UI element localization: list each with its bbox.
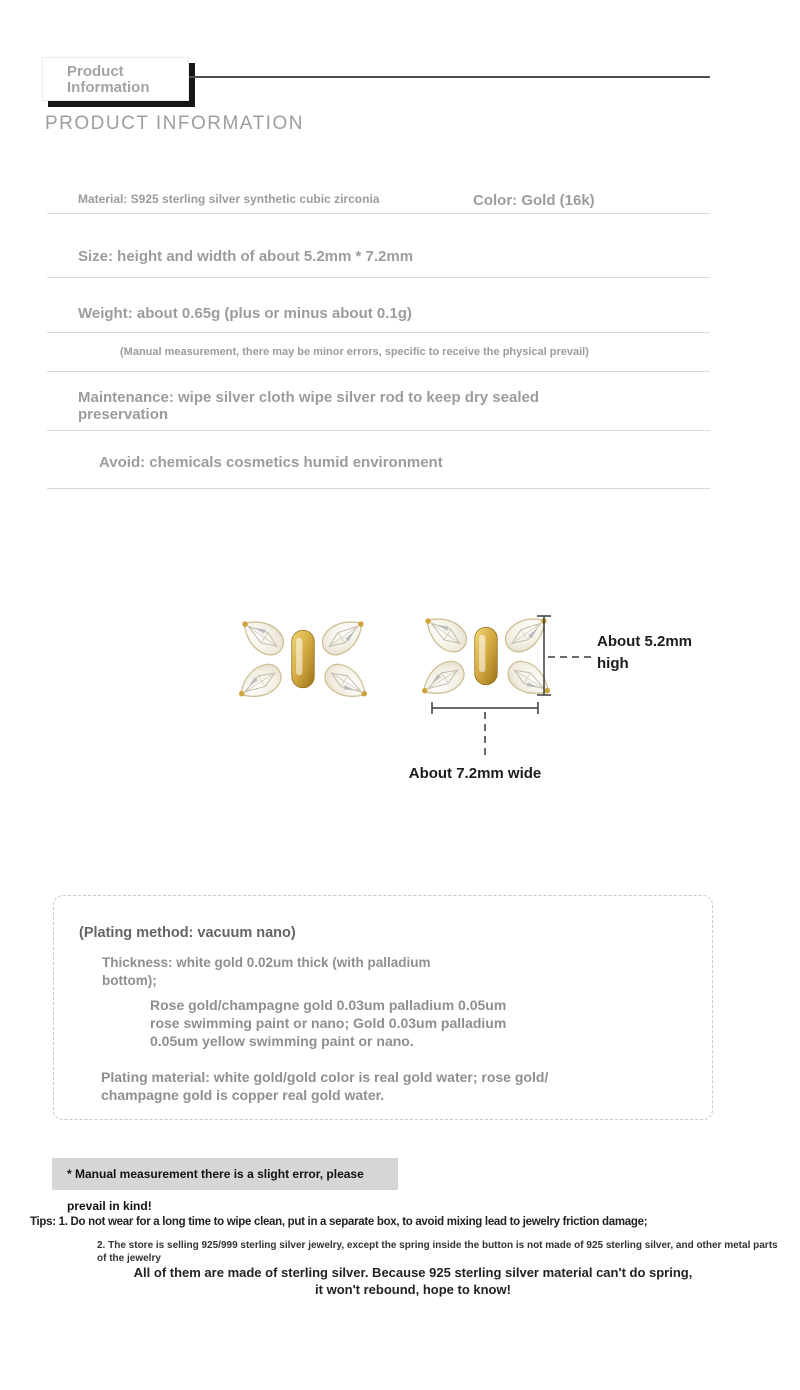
tip-line-2: 2. The store is selling 925/999 sterling silver jewelry, except the spring inside the button is not made of 925 sterling silver, and other metal parts of the jewelry [97,1240,778,1264]
spec-separator [47,371,710,372]
spec-separator [47,488,710,489]
manual-measurement-note: * Manual measurement there is a slight error, please prevail in kind! [67,1167,364,1213]
plating-method: (Plating method: vacuum nano) [79,925,296,941]
manual-measurement-note-bar [52,1158,398,1213]
width-measure-line [432,702,538,757]
page-title: PRODUCT INFORMATION [45,113,304,134]
height-dimension-label: About 5.2mm high [597,633,693,672]
spec-size: Size: height and width of about 5.2mm * 7.2mm [78,248,414,265]
plating-info-box [53,895,713,1120]
plating-material: Plating material: white gold/gold color is real gold water; rose gold/ champagne gold is copper real gold water. [101,1069,549,1103]
badge-label: Product Information [67,63,150,96]
spec-separator [47,213,710,214]
earring-left-image [232,611,374,707]
product-information-badge [42,57,189,101]
spec-separator [47,332,710,333]
width-dimension-label: About 7.2mm wide [408,765,542,782]
spec-color: Color: Gold (16k) [473,192,595,209]
tip-line-3: All of them are made of sterling silver. Because 925 sterling silver material can't do spring, it won't rebound, hope to know! [133,1265,693,1297]
tip-line-1: Tips: 1. Do not wear for a long time to wipe clean, put in a separate box, to avoid mixing lead to jewelry friction damage; [30,1216,648,1228]
spec-material: Material: S925 sterling silver synthetic cubic zirconia [78,192,380,206]
spec-weight: Weight: about 0.65g (plus or minus about 0.1g) [78,305,412,322]
spec-separator [47,430,710,431]
plating-detail: Rose gold/champagne gold 0.03um palladium 0.05um rose swimming paint or nano; Gold 0.03um palladium 0.05um yellow swimming paint or nano. [150,997,507,1049]
spec-separator [47,277,710,278]
earring-right-image [415,608,557,704]
spec-measurement-note: (Manual measurement, there may be minor errors, specific to receive the physical prevail) [120,346,589,358]
spec-avoid: Avoid: chemicals cosmetics humid environment [99,454,443,471]
header-rule [189,76,710,78]
plating-thickness: Thickness: white gold 0.02um thick (with palladium bottom); [102,955,431,988]
spec-maintenance: Maintenance: wipe silver cloth wipe silver rod to keep dry sealed preservation [78,389,539,423]
